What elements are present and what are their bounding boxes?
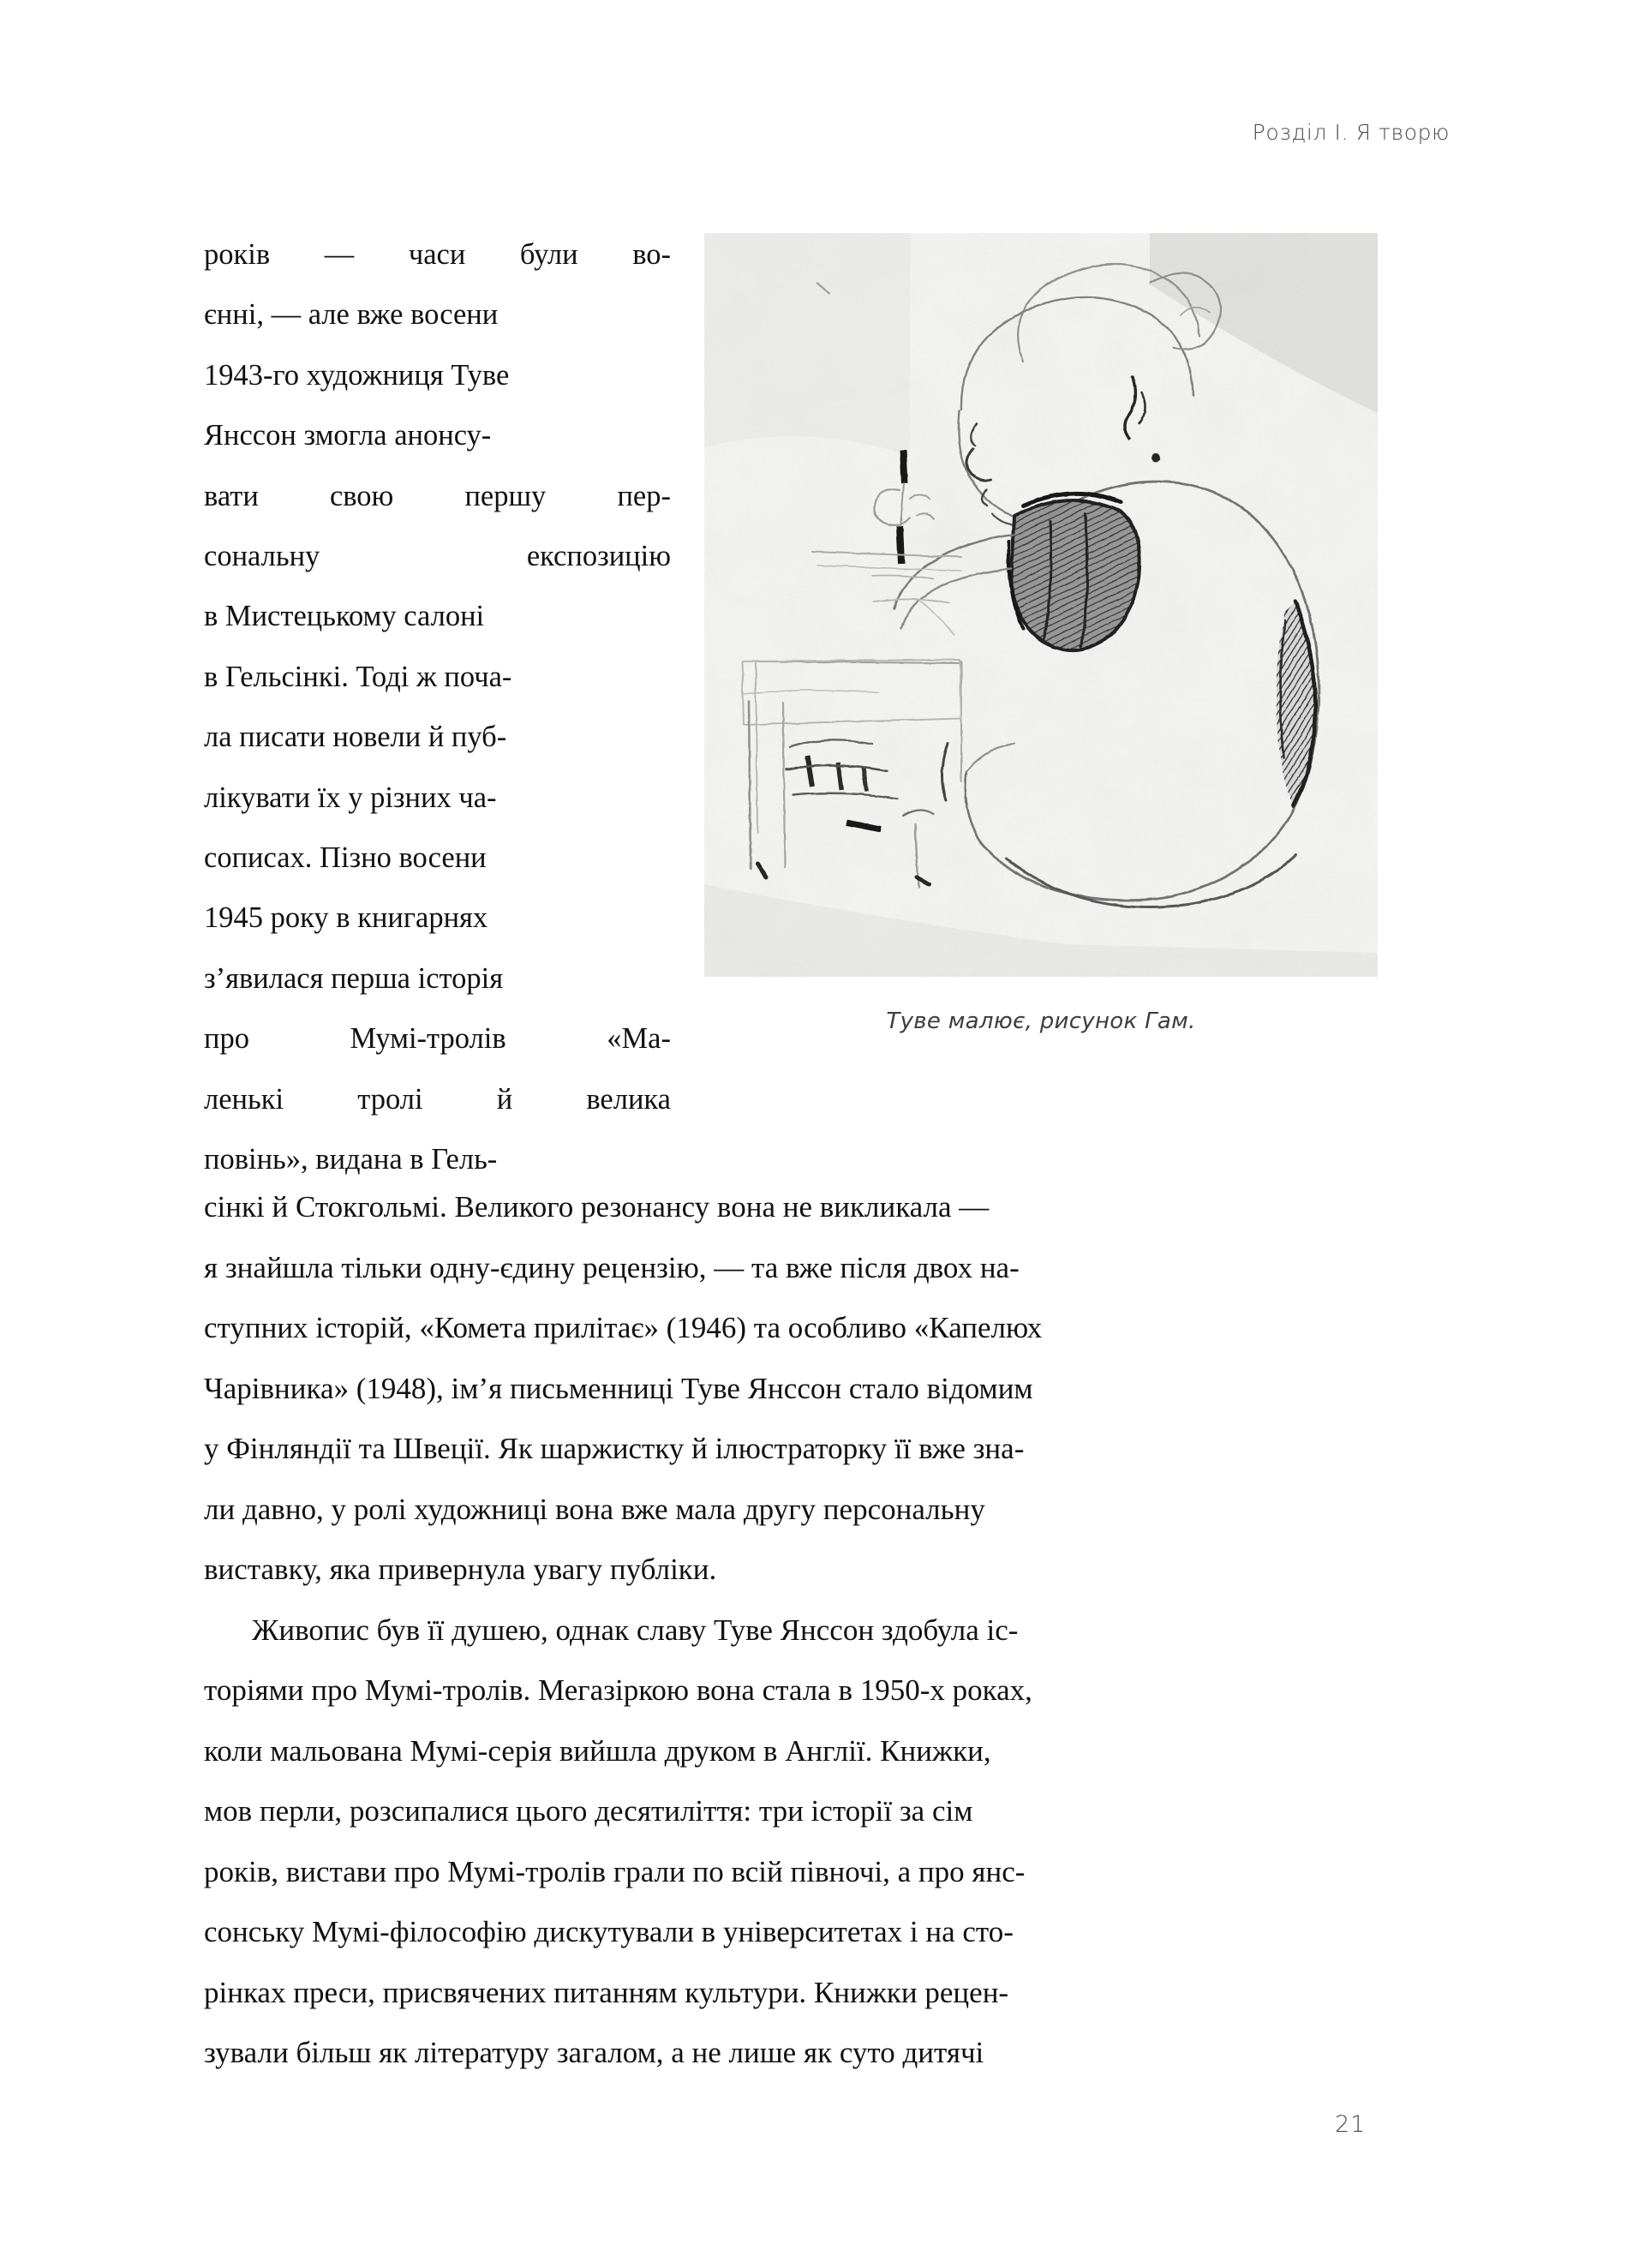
text-line: 1943-го художниця Туве <box>204 358 510 392</box>
text-line <box>204 1069 671 1129</box>
text-word: тролі <box>357 1082 423 1116</box>
figure-caption: Туве малює, рисунок Гам. <box>886 1008 1196 1034</box>
text-line: в Мистецькому салоні <box>204 600 485 633</box>
text-line: виставку, яка привернула увагу публіки. <box>204 1553 717 1586</box>
text-line <box>204 526 671 586</box>
text-line: ступних історій, «Комета прилітає» (1946) та особливо «Капелюх <box>204 1311 1043 1344</box>
text-word: були <box>519 238 578 271</box>
text-line: 1945 року в книгарнях <box>204 901 488 935</box>
text-word: «Ма- <box>607 1022 671 1056</box>
text-word: років <box>204 238 271 271</box>
text-line <box>204 1008 671 1068</box>
text-line: років, вистави про Мумі-тролів грали по всій півночі, а про янс- <box>204 1854 1026 1888</box>
body-column-wide <box>204 1177 1446 2084</box>
text-line: ли давно, у ролі художниці вона вже мала другу персональну <box>204 1492 985 1526</box>
text-word: — <box>324 238 355 271</box>
text-line <box>204 466 671 526</box>
text-word: експозицію <box>526 540 671 573</box>
text-word: ленькі <box>204 1082 284 1116</box>
text-line: сописах. Пізно восени <box>204 841 487 875</box>
text-word: велика <box>586 1082 671 1116</box>
text-word: й <box>496 1082 513 1116</box>
text-line: в Гельсінкі. Тоді ж поча- <box>204 660 512 693</box>
text-word: часи <box>408 238 466 271</box>
text-line: сонську Мумі-філософію дискутували в університетах і на сто- <box>204 1915 1014 1948</box>
sketch-image <box>704 233 1378 977</box>
text-line: сінкі й Стокгольмі. Великого резонансу вона не викликала — <box>204 1190 990 1224</box>
text-line <box>204 224 671 284</box>
text-word: про <box>204 1022 249 1056</box>
page-number: 21 <box>1335 2111 1367 2138</box>
text-line: з’явилася перша історія <box>204 961 504 995</box>
figure <box>704 233 1378 1034</box>
text-line: Живопис був її душею, однак славу Туве Янссон здобула іс- <box>252 1613 1019 1647</box>
text-line: лікувати їх у різних ча- <box>204 781 497 814</box>
text-line: повінь», видана в Гель- <box>204 1143 498 1176</box>
text-word: пер- <box>617 479 671 512</box>
text-word: во- <box>632 238 671 271</box>
text-line: у Фінляндії та Швеції. Як шаржистку й ілюстраторку її вже зна- <box>204 1432 1025 1465</box>
running-head: Розділ I. Я творю <box>1252 120 1450 145</box>
text-line: мов перли, розсипалися цього десятиліття: три історії за сім <box>204 1794 973 1828</box>
text-line: зували більш як літературу загалом, а не лише як суто дитячі <box>204 2036 984 2069</box>
text-line: єнні, — але вже восени <box>204 298 499 332</box>
body-column-narrow <box>204 224 671 1190</box>
text-word: першу <box>464 479 547 512</box>
text-line: Чарівника» (1948), ім’я письменниці Туве Янссон стало відомим <box>204 1371 1033 1405</box>
text-line: рінках преси, присвячених питанням культури. Книжки рецен- <box>204 1975 1009 2009</box>
text-line: коли мальована Мумі-серія вийшла друком в Англії. Книжки, <box>204 1733 991 1768</box>
text-word: сональну <box>204 540 320 573</box>
text-line: Янссон змогла анонсу- <box>204 419 492 452</box>
text-word: вати <box>204 479 259 512</box>
text-word: свою <box>329 479 394 512</box>
text-line: ла писати новели й пуб- <box>204 721 507 754</box>
text-line: я знайшла тільки одну-єдину рецензію, — та вже після двох на- <box>204 1250 1020 1284</box>
text-line: торіями про Мумі-тролів. Мегазіркою вона стала в 1950-х роках, <box>204 1673 1032 1707</box>
text-word: Мумі-тролів <box>350 1022 506 1056</box>
